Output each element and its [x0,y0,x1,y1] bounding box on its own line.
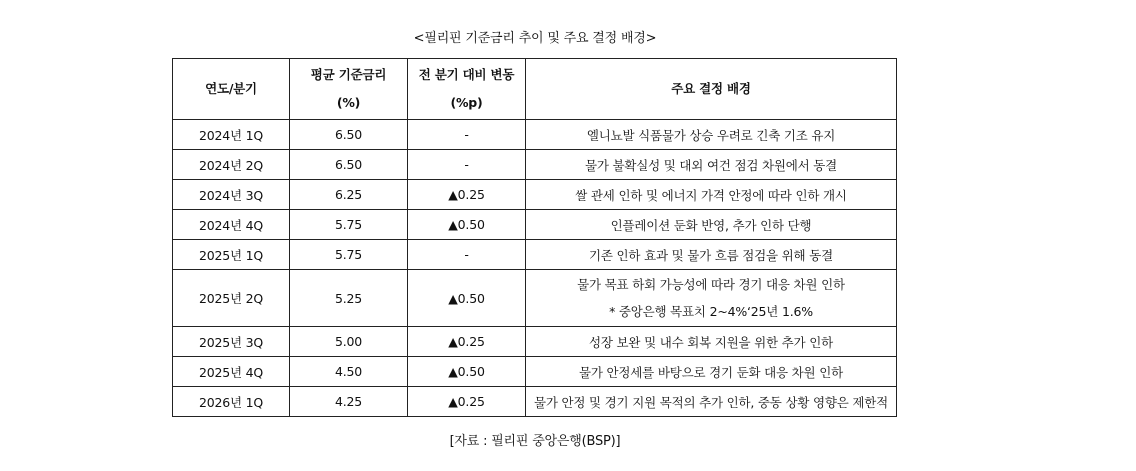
header-rate: 평균 기준금리 (%) [290,59,408,120]
cell-rate: 4.25 [290,387,408,417]
cell-period: 2025년 1Q [173,240,290,270]
cell-period: 2024년 3Q [173,180,290,210]
table-row [173,357,897,387]
cell-change: ▲0.50 [408,357,526,387]
table-row [173,327,897,357]
background-text: 물가 목표 하회 가능성에 따라 경기 대응 차원 인하 [577,277,845,292]
cell-background: 물가 안정세를 바탕으로 경기 둔화 대응 차원 인하 [526,357,897,387]
cell-background: 기존 인하 효과 및 물가 흐름 점검을 위해 동결 [526,240,897,270]
cell-rate: 5.25 [290,270,408,327]
cell-background: 엘니뇨발 식품물가 상승 우려로 긴축 기조 유지 [526,120,897,150]
cell-background: 물가 안정 및 경기 지원 목적의 추가 인하, 중동 상황 영향은 제한적 [526,387,897,417]
cell-change: ▲0.25 [408,387,526,417]
cell-period: 2026년 1Q [173,387,290,417]
cell-period: 2025년 2Q [173,270,290,327]
table-row [173,210,897,240]
background-note: * 중앙은행 목표치 2~4%‘25년 1.6% [609,304,813,319]
cell-background: 성장 보완 및 내수 회복 지원을 위한 추가 인하 [526,327,897,357]
table-row [173,120,897,150]
cell-change: ▲0.50 [408,210,526,240]
table-row [173,180,897,210]
header-change: 전 분기 대비 변동 (%p) [408,59,526,120]
cell-rate: 5.75 [290,210,408,240]
cell-change: ▲0.50 [408,270,526,327]
table-row [173,270,897,327]
table-caption: <필리핀 기준금리 추이 및 주요 결정 배경> [413,31,657,46]
cell-period: 2024년 2Q [173,150,290,180]
header-period: 연도/분기 [173,59,290,120]
cell-rate: 6.25 [290,180,408,210]
source-note: [자료 : 필리핀 중앙은행(BSP)] [449,434,621,449]
cell-change: - [408,120,526,150]
header-row [173,59,897,120]
cell-background: 인플레이션 둔화 반영, 추가 인하 단행 [526,210,897,240]
table-row [173,387,897,417]
cell-rate: 6.50 [290,120,408,150]
cell-rate: 5.00 [290,327,408,357]
cell-rate: 5.75 [290,240,408,270]
cell-change: ▲0.25 [408,327,526,357]
cell-background: 물가 불확실성 및 대외 여건 점검 차원에서 동결 [526,150,897,180]
rate-table [172,58,897,417]
cell-period: 2024년 1Q [173,120,290,150]
cell-period: 2024년 4Q [173,210,290,240]
table-row [173,240,897,270]
header-background: 주요 결정 배경 [526,59,897,120]
cell-change: ▲0.25 [408,180,526,210]
cell-rate: 6.50 [290,150,408,180]
cell-background: 쌀 관세 인하 및 에너지 가격 안정에 따라 인하 개시 [526,180,897,210]
cell-period: 2025년 4Q [173,357,290,387]
cell-change: - [408,150,526,180]
cell-rate: 4.50 [290,357,408,387]
cell-background [526,270,897,327]
cell-change: - [408,240,526,270]
cell-period: 2025년 3Q [173,327,290,357]
table-row [173,150,897,180]
